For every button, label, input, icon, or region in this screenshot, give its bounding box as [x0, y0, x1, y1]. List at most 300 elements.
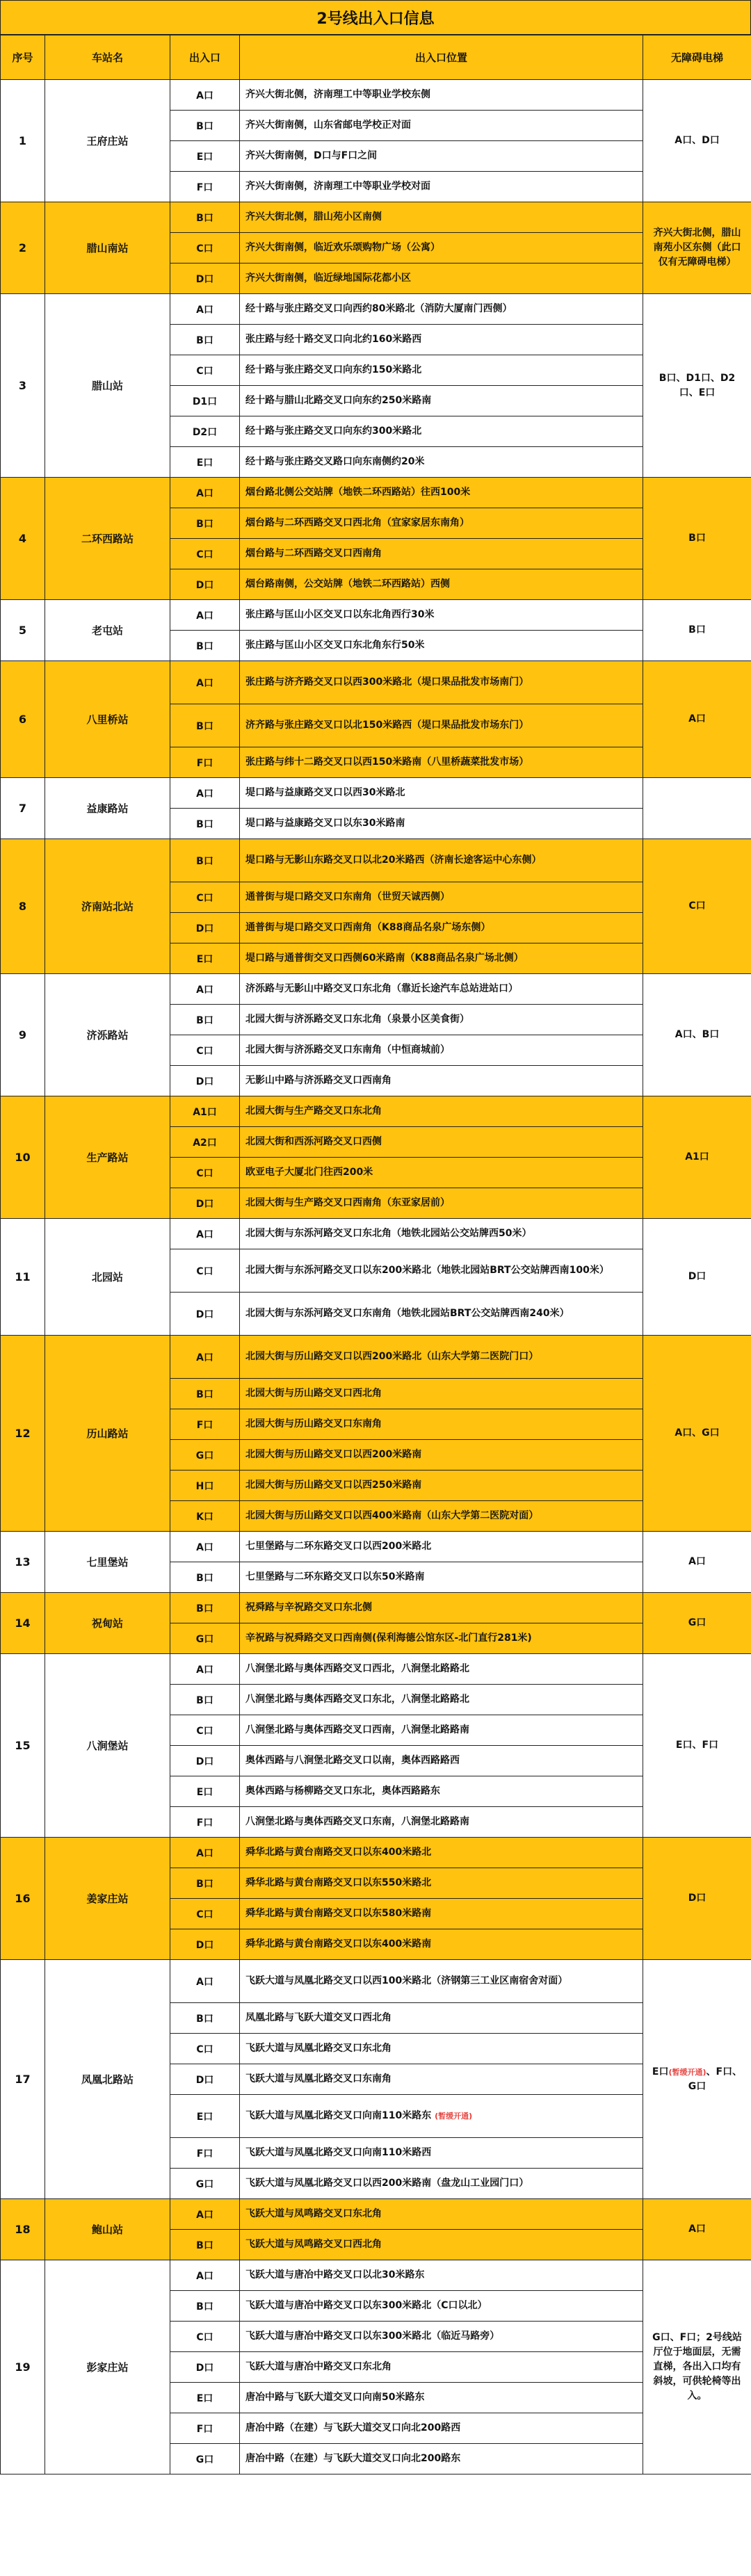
- elevator-info: A1口: [643, 1096, 751, 1219]
- elevator-rest: 、F口、G口: [688, 2066, 743, 2092]
- exit-location-text: 北园大街和西泺河路交叉口西侧: [245, 1136, 382, 1148]
- station-name: 济南站北站: [45, 839, 170, 974]
- exit-location-text: 通普街与堤口路交叉口东南角（世贸天诚西侧）: [245, 891, 450, 903]
- exit-location-text: 飞跃大道与凤凰北路交叉口东北角: [245, 2043, 391, 2055]
- exit-label: A口: [170, 1654, 240, 1685]
- exit-location-text: 飞跃大道与凤鸣路交叉口西北角: [245, 2239, 382, 2251]
- exit-label: B口: [170, 839, 240, 882]
- table-row: [1, 1593, 751, 1623]
- exit-label: B口: [170, 1005, 240, 1035]
- exit-location-text: 通普街与堤口路交叉口西南角（K88商品名泉广场东侧）: [245, 922, 491, 934]
- exit-location-text: 飞跃大道与唐冶中路交叉口以北30米路东: [245, 2269, 425, 2281]
- exit-location: [240, 202, 643, 233]
- exit-label: B口: [170, 202, 240, 233]
- exit-label: C口: [170, 1899, 240, 1929]
- station-number: 16: [1, 1838, 45, 1960]
- exit-label: C口: [170, 1158, 240, 1188]
- station-name: 历山路站: [45, 1336, 170, 1532]
- exit-location-text: 七里堡路与二环东路交叉口以东50米路南: [245, 1571, 425, 1583]
- station-group: [1, 839, 751, 974]
- exit-location: [240, 2383, 643, 2413]
- exit-label: B口: [170, 2230, 240, 2260]
- exit-location: [240, 1654, 643, 1685]
- exit-label: B口: [170, 1562, 240, 1593]
- table-row: [1, 2199, 751, 2230]
- exit-location: [240, 508, 643, 539]
- table-row: [1, 1960, 751, 2003]
- station-number: 15: [1, 1654, 45, 1838]
- table-row: [1, 80, 751, 111]
- exit-location: [240, 1293, 643, 1336]
- exit-location: [240, 747, 643, 778]
- exit-label: C口: [170, 882, 240, 913]
- exit-label: A2口: [170, 1127, 240, 1158]
- exit-location-text: 北园大街与历山路交叉口以西200米路北（山东大学第二医院门口）: [245, 1351, 539, 1363]
- exit-location: [240, 2003, 643, 2034]
- exit-label: A口: [170, 1336, 240, 1379]
- exit-location-text: 飞跃大道与凤凰北路交叉口以西100米路北（济钢第三工业区南宿舍对面）: [245, 1975, 568, 1987]
- exit-location: [240, 1409, 643, 1440]
- exit-location-text: 北园大街与历山路交叉口以西400米路南（山东大学第二医院对面）: [245, 1510, 539, 1522]
- exit-location-text: 舜华北路与黄台南路交叉口以东580米路南: [245, 1908, 432, 1920]
- exit-location: [240, 1685, 643, 1715]
- exit-location: [240, 2230, 643, 2260]
- exit-location: [240, 913, 643, 943]
- exit-label: C口: [170, 539, 240, 569]
- station-number: 13: [1, 1532, 45, 1593]
- station-group: [1, 1838, 751, 1960]
- station-number: 1: [1, 80, 45, 202]
- exit-label: A口: [170, 1532, 240, 1562]
- table-row: [1, 202, 751, 233]
- exit-label: E口: [170, 2383, 240, 2413]
- elevator-info: B口: [643, 600, 751, 661]
- elevator-info: [643, 778, 751, 839]
- exit-label: C口: [170, 2322, 240, 2352]
- elevator-info: [643, 1960, 751, 2199]
- table-row: [1, 1336, 751, 1379]
- exit-location-text: 堤口路与益康路交叉口以东30米路南: [245, 818, 405, 829]
- exit-label: C口: [170, 1249, 240, 1293]
- exit-location-text: 唐冶中路与飞跃大道交叉口向南50米路东: [245, 2392, 425, 2404]
- station-group: [1, 1532, 751, 1593]
- exit-label: B口: [170, 2003, 240, 2034]
- station-name: 济泺路站: [45, 974, 170, 1096]
- exit-location: [240, 1219, 643, 1249]
- exit-location: [240, 1562, 643, 1593]
- exit-location-text: 烟台路与二环西路交叉口西南角: [245, 548, 382, 560]
- exit-location-text: 七里堡路与二环东路交叉口以西200米路北: [245, 1541, 432, 1553]
- exit-location: [240, 1960, 643, 2003]
- station-number: 6: [1, 661, 45, 778]
- station-name: 生产路站: [45, 1096, 170, 1219]
- exit-location: [240, 1838, 643, 1868]
- exit-location: [240, 1532, 643, 1562]
- header-station: 车站名: [45, 35, 170, 80]
- exit-location-text: 张庄路与纬十二路交叉口以西150米路南（八里桥蔬菜批发市场）: [245, 756, 529, 768]
- exit-label: B口: [170, 1685, 240, 1715]
- exit-label: A口: [170, 1960, 240, 2003]
- exit-label: B口: [170, 1593, 240, 1623]
- exit-label: D口: [170, 569, 240, 600]
- exit-label: A口: [170, 1838, 240, 1868]
- exit-label: B口: [170, 508, 240, 539]
- exit-location-text: 齐兴大街南侧，D口与F口之间: [245, 150, 378, 162]
- exit-location-text: 经十路与张庄路交叉路口向东南侧约20米: [245, 456, 425, 468]
- station-group: [1, 2199, 751, 2260]
- station-number: 4: [1, 478, 45, 600]
- station-number: 17: [1, 1960, 45, 2199]
- exit-location: [240, 1379, 643, 1409]
- exit-location-text: 齐兴大街南侧，临近欢乐颂购物广场（公寓）: [245, 242, 440, 254]
- exit-label: C口: [170, 1035, 240, 1066]
- elevator-info: G口、F口；2号线站厅位于地面层，无需直梯，各出入口均有斜坡，可供轮椅等出入。: [643, 2260, 751, 2474]
- exit-location-text: 凤凰北路与飞跃大道交叉口西北角: [245, 2012, 391, 2024]
- exit-location: [240, 1127, 643, 1158]
- elevator-info: A口: [643, 2199, 751, 2260]
- exit-location-text: 堤口路与无影山东路交叉口以北20米路西（济南长途客运中心东侧）: [245, 854, 542, 866]
- station-group: [1, 202, 751, 294]
- station-number: 8: [1, 839, 45, 974]
- exit-location-text: 舜华北路与黄台南路交叉口以东550米路北: [245, 1877, 432, 1889]
- exit-location: [240, 1899, 643, 1929]
- exit-location: [240, 1868, 643, 1899]
- exit-location-text: 飞跃大道与凤鸣路交叉口东北角: [245, 2208, 382, 2220]
- exit-location-text: 唐冶中路（在建）与飞跃大道交叉口向北200路西: [245, 2422, 461, 2434]
- station-group: [1, 600, 751, 661]
- exit-location-text: 八涧堡北路与奥体西路交叉口西北，八涧堡北路路北: [245, 1663, 469, 1675]
- exit-location: [240, 1593, 643, 1623]
- exit-location: [240, 839, 643, 882]
- exit-label: D口: [170, 264, 240, 294]
- exit-location: [240, 1188, 643, 1219]
- exit-location-text: 北园大街与东泺河路交叉口东南角（地铁北园站BRT公交站牌西南240米）: [245, 1308, 570, 1320]
- exit-location-text: 烟台路南侧，公交站牌（地铁二环西路站）西侧: [245, 578, 450, 590]
- exit-location-text: 奥体西路与八涧堡北路交叉口以南，奥体西路路西: [245, 1755, 460, 1767]
- elevator-info: A口、B口: [643, 974, 751, 1096]
- exit-location: [240, 1623, 643, 1654]
- exit-label: F口: [170, 172, 240, 202]
- exit-location-text: 辛祝路与祝舜路交叉口西南侧(保利海德公馆东区-北门直行281米): [245, 1633, 532, 1644]
- header-num: 序号: [1, 35, 45, 80]
- exit-label: B口: [170, 704, 240, 747]
- elevator-info: A口、D口: [643, 80, 751, 202]
- exit-label: B口: [170, 111, 240, 141]
- station-name: 北园站: [45, 1219, 170, 1336]
- exit-label: D口: [170, 1293, 240, 1336]
- station-name: 腊山站: [45, 294, 170, 478]
- station-name: 姜家庄站: [45, 1838, 170, 1960]
- exit-location-text: 张庄路与匡山小区交叉口东北角东行50米: [245, 640, 425, 651]
- exit-location-text: 欧亚电子大厦北门往西200米: [245, 1167, 373, 1178]
- exit-location: [240, 386, 643, 416]
- exit-location-text: 北园大街与济泺路交叉口东北角（泉景小区美食街）: [245, 1014, 469, 1026]
- table-row: [1, 661, 751, 704]
- exit-label: C口: [170, 1715, 240, 1746]
- exit-location: [240, 1807, 643, 1838]
- exit-location: [240, 943, 643, 974]
- exit-location-text: 济泺路与无影山中路交叉口东北角（靠近长途汽车总站进站口）: [245, 983, 518, 995]
- exit-location-text: 北园大街与历山路交叉口西北角: [245, 1388, 382, 1400]
- elevator-info: A口: [643, 661, 751, 778]
- exit-location-text: 八涧堡北路与奥体西路交叉口东北，八涧堡北路路北: [245, 1694, 469, 1706]
- exit-location: [240, 2169, 643, 2199]
- exit-label: C口: [170, 233, 240, 264]
- exit-location: [240, 1746, 643, 1776]
- exit-location: [240, 778, 643, 809]
- exit-label: A口: [170, 778, 240, 809]
- exit-location-text: 经十路与张庄路交叉口向东约300米路北: [245, 426, 422, 437]
- exit-location-text: 烟台路与二环西路交叉口西北角（宜家家居东南角）: [245, 517, 469, 529]
- exit-label: D口: [170, 1188, 240, 1219]
- exit-location: [240, 1005, 643, 1035]
- exit-label: E口: [170, 1776, 240, 1807]
- exit-location-text: 齐兴大街南侧，临近绿地国际花都小区: [245, 273, 411, 284]
- elevator-info: D口: [643, 1838, 751, 1960]
- exit-location-text: 济齐路与张庄路交叉口以北150米路西（堤口果品批发市场东门）: [245, 720, 529, 731]
- exit-location: [240, 1501, 643, 1532]
- exit-label: A口: [170, 1219, 240, 1249]
- exit-label: G口: [170, 2169, 240, 2199]
- exit-location: [240, 1158, 643, 1188]
- station-name: 老屯站: [45, 600, 170, 661]
- station-name: 八里桥站: [45, 661, 170, 778]
- station-name: 凤凰北路站: [45, 1960, 170, 2199]
- exit-location-text: 经十路与张庄路交叉口向西约80米路北（消防大厦南门西侧）: [245, 303, 512, 315]
- exit-label: D2口: [170, 416, 240, 447]
- exit-label: B口: [170, 2291, 240, 2322]
- exit-location-text: 堤口路与益康路交叉口以西30米路北: [245, 787, 405, 799]
- exit-label: E口: [170, 447, 240, 478]
- exit-location-text: 飞跃大道与唐冶中路交叉口以东300米路北（C口以北）: [245, 2300, 487, 2312]
- exit-label: F口: [170, 2138, 240, 2169]
- exit-location: [240, 539, 643, 569]
- exit-location: [240, 416, 643, 447]
- station-group: [1, 1960, 751, 2199]
- exit-location: [240, 80, 643, 111]
- station-name: 腊山南站: [45, 202, 170, 294]
- table-row: [1, 294, 751, 325]
- exit-location: [240, 294, 643, 325]
- exit-location: [240, 1776, 643, 1807]
- elevator-info: E口、F口: [643, 1654, 751, 1838]
- header-location: 出入口位置: [240, 35, 643, 80]
- exit-location: [240, 661, 643, 704]
- exit-location: [240, 2199, 643, 2230]
- exit-location-text: 齐兴大街南侧，山东省邮电学校正对面: [245, 120, 411, 131]
- exit-location-text: 八涧堡北路与奥体西路交叉口东南，八涧堡北路路南: [245, 1816, 469, 1828]
- station-group: [1, 1593, 751, 1654]
- exit-label: A1口: [170, 1096, 240, 1127]
- exit-location: [240, 974, 643, 1005]
- exit-label: B口: [170, 1868, 240, 1899]
- exit-table: [0, 35, 751, 2474]
- exit-location-text: 飞跃大道与凤凰北路交叉口东南角: [245, 2073, 391, 2085]
- exit-label: A口: [170, 661, 240, 704]
- exit-location: [240, 1471, 643, 1501]
- page-title: 2号线出入口信息: [0, 0, 751, 35]
- exit-location: [240, 2444, 643, 2474]
- exit-label: D1口: [170, 386, 240, 416]
- exit-location-text: 北园大街与东泺河路交叉口东北角（地铁北园站公交站牌西50米）: [245, 1228, 532, 1240]
- station-name: 王府庄站: [45, 80, 170, 202]
- exit-location: [240, 478, 643, 508]
- station-name: 鲍山站: [45, 2199, 170, 2260]
- table-row: [1, 839, 751, 882]
- exit-location: [240, 355, 643, 386]
- station-group: [1, 478, 751, 600]
- exit-location: [240, 2260, 643, 2291]
- station-group: [1, 294, 751, 478]
- exit-label: F口: [170, 1807, 240, 1838]
- station-group: [1, 1219, 751, 1336]
- exit-location: [240, 325, 643, 355]
- exit-location: [240, 111, 643, 141]
- station-name: 祝甸站: [45, 1593, 170, 1654]
- header-elevator: 无障碍电梯: [643, 35, 751, 80]
- exit-label: D口: [170, 1066, 240, 1096]
- exit-label: A口: [170, 2260, 240, 2291]
- exit-location-text: 经十路与张庄路交叉口向东约150米路北: [245, 364, 422, 376]
- exit-label: A口: [170, 294, 240, 325]
- exit-location: [240, 447, 643, 478]
- exit-location: [240, 1715, 643, 1746]
- exit-location: [240, 1096, 643, 1127]
- station-group: [1, 661, 751, 778]
- station-name: 二环西路站: [45, 478, 170, 600]
- exit-label: C口: [170, 355, 240, 386]
- exit-location-text: 齐兴大街北侧，腊山苑小区南侧: [245, 211, 382, 223]
- elevator-info: D口: [643, 1219, 751, 1336]
- exit-location-text: 祝舜路与辛祝路交叉口东北侧: [245, 1602, 372, 1614]
- exit-label: A口: [170, 80, 240, 111]
- station-number: 5: [1, 600, 45, 661]
- exit-label: C口: [170, 2034, 240, 2064]
- exit-label: E口: [170, 943, 240, 974]
- elevator-info: B口: [643, 478, 751, 600]
- station-number: 10: [1, 1096, 45, 1219]
- exit-location-text: 齐兴大街北侧，济南理工中等职业学校东侧: [245, 89, 430, 101]
- station-group: [1, 778, 751, 839]
- exit-label: K口: [170, 1501, 240, 1532]
- exit-label: D口: [170, 913, 240, 943]
- table-row: [1, 1219, 751, 1249]
- exit-label: G口: [170, 1440, 240, 1471]
- exit-location-text: 北园大街与历山路交叉口以西200米路南: [245, 1449, 422, 1461]
- elevator-info: A口: [643, 1532, 751, 1593]
- station-number: 18: [1, 2199, 45, 2260]
- exit-location-text: 经十路与腊山北路交叉口向东约250米路南: [245, 395, 432, 407]
- table-row: [1, 778, 751, 809]
- exit-label: A口: [170, 478, 240, 508]
- exit-location: [240, 1249, 643, 1293]
- exit-location: [240, 2352, 643, 2383]
- exit-location-text: 飞跃大道与唐冶中路交叉口以东300米路北（临近马路旁）: [245, 2331, 500, 2342]
- exit-label: D口: [170, 2064, 240, 2095]
- exit-location: [240, 172, 643, 202]
- station-name: 益康路站: [45, 778, 170, 839]
- station-group: [1, 1336, 751, 1532]
- station-group: [1, 2260, 751, 2474]
- exit-location-text: 北园大街与生产路交叉口西南角（东亚家居前）: [245, 1197, 450, 1209]
- table-row: [1, 2260, 751, 2291]
- station-number: 11: [1, 1219, 45, 1336]
- table-row: [1, 974, 751, 1005]
- station-number: 9: [1, 974, 45, 1096]
- exit-location: [240, 233, 643, 264]
- exit-location-text: 奥体西路与杨柳路交叉口东北，奥体西路路东: [245, 1785, 440, 1797]
- station-number: 2: [1, 202, 45, 294]
- exit-location-text: 堤口路与通普街交叉口西侧60米路南（K88商品名泉广场北侧）: [245, 953, 524, 964]
- header-exit: 出入口: [170, 35, 240, 80]
- station-number: 14: [1, 1593, 45, 1654]
- exit-location-text: 飞跃大道与凤凰北路交叉口向南110米路西: [245, 2147, 432, 2159]
- station-group: [1, 1654, 751, 1838]
- exit-label: B口: [170, 325, 240, 355]
- exit-location-text: 飞跃大道与凤凰北路交叉口向南110米路东: [245, 2110, 432, 2122]
- exit-label: F口: [170, 1409, 240, 1440]
- exit-location: [240, 2413, 643, 2444]
- exit-location: [240, 1066, 643, 1096]
- exit-location: [240, 882, 643, 913]
- exit-label: A口: [170, 600, 240, 631]
- elevator-note: (暂缓开通): [668, 2067, 706, 2077]
- exit-location: [240, 569, 643, 600]
- table-header: [1, 35, 751, 80]
- elevator-info: B口、D1口、D2口、E口: [643, 294, 751, 478]
- elevator-info: C口: [643, 839, 751, 974]
- elevator-main: E口: [652, 2066, 669, 2077]
- station-name: 八涧堡站: [45, 1654, 170, 1838]
- exit-location-text: 北园大街与东泺河路交叉口以东200米路北（地铁北园站BRT公交站牌西南100米）: [245, 1265, 609, 1277]
- table-row: [1, 1654, 751, 1685]
- exit-note: (暂缓开通): [435, 2112, 473, 2121]
- exit-label: G口: [170, 2444, 240, 2474]
- exit-label: G口: [170, 1623, 240, 1654]
- exit-label: D口: [170, 1746, 240, 1776]
- exit-location: [240, 2095, 643, 2138]
- station-group: [1, 1096, 751, 1219]
- exit-location-text: 无影山中路与济泺路交叉口西南角: [245, 1075, 391, 1087]
- station-number: 3: [1, 294, 45, 478]
- exit-location-text: 北园大街与济泺路交叉口东南角（中恒商城前）: [245, 1044, 450, 1056]
- station-number: 7: [1, 778, 45, 839]
- exit-label: A口: [170, 2199, 240, 2230]
- station-group: [1, 974, 751, 1096]
- exit-location: [240, 141, 643, 172]
- exit-label: E口: [170, 141, 240, 172]
- exit-location: [240, 809, 643, 839]
- elevator-info: A口、G口: [643, 1336, 751, 1532]
- exit-location: [240, 264, 643, 294]
- exit-label: D口: [170, 1929, 240, 1960]
- exit-location: [240, 631, 643, 661]
- exit-location-text: 八涧堡北路与奥体西路交叉口西南，八涧堡北路路南: [245, 1724, 469, 1736]
- elevator-info: G口: [643, 1593, 751, 1654]
- exit-location: [240, 2064, 643, 2095]
- exit-location: [240, 704, 643, 747]
- exit-location-text: 北园大街与历山路交叉口东南角: [245, 1418, 382, 1430]
- exit-location-text: 齐兴大街南侧，济南理工中等职业学校对面: [245, 181, 430, 193]
- table-row: [1, 600, 751, 631]
- exit-location-text: 张庄路与济齐路交叉口以西300米路北（堤口果品批发市场南门）: [245, 677, 529, 688]
- exit-location-text: 舜华北路与黄台南路交叉口以东400米路南: [245, 1938, 432, 1950]
- exit-label: F口: [170, 2413, 240, 2444]
- exit-location-text: 飞跃大道与凤凰北路交叉口以西200米路南（盘龙山工业园门口）: [245, 2178, 529, 2189]
- exit-label: D口: [170, 2352, 240, 2383]
- exit-label: B口: [170, 809, 240, 839]
- exit-label: F口: [170, 747, 240, 778]
